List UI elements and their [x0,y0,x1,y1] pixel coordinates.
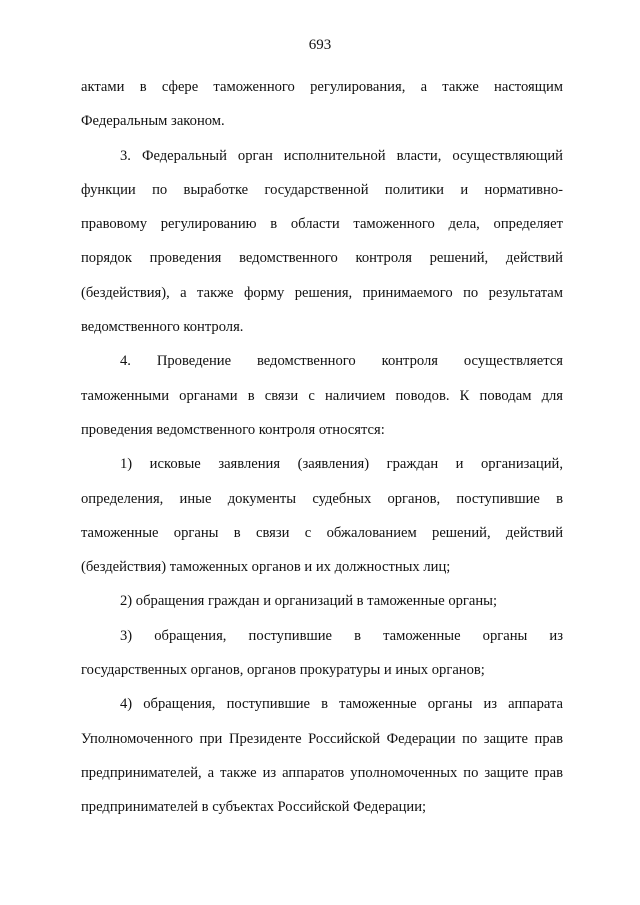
page-number: 693 [308,37,332,53]
body-text [81,70,563,825]
text-line: актами в сфере таможенного регулирования, а также настоящим [81,79,563,95]
paragraph-3-line: 3. Федеральный орган исполнительной власти, осуществляющий [120,147,563,164]
text-line: (бездействия), а также форму решения, принимаемого по результатам [81,284,563,301]
text-line: предпринимателей, а также из аппаратов уполномоченных по защите прав [81,764,563,781]
text-line: правовому регулированию в области таможенного дела, определяет [81,216,563,233]
text-line: предпринимателей в субъектах Российской Федерации; [81,799,427,816]
list-item-3-line: 3) обращения, поступившие в таможенные органы из [120,627,563,644]
text-line: Федеральным законом. [81,113,225,130]
list-item-4-line: 4) обращения, поступившие в таможенные органы из аппарата [120,696,563,713]
list-item-1-line: 1) исковые заявления (заявления) граждан и организаций, [120,456,563,473]
text-line: определения, иные документы судебных органов, поступившие в [81,490,563,507]
text-line: функции по выработке государственной политики и нормативно- [81,181,563,198]
text-line: таможенные органы в связи с обжалованием решений, действий [81,524,563,541]
text-line: (бездействия) таможенных органов и их должностных лиц; [81,559,451,576]
paragraph-4-line: 4. Проведение ведомственного контроля осуществляется [120,353,563,370]
text-line: Уполномоченного при Президенте Российской Федерации по защите прав [81,730,563,747]
text-line: таможенными органами в связи с наличием поводов. К поводам для [81,387,563,404]
text-line: государственных органов, органов прокуратуры и иных органов; [81,662,485,679]
text-line: порядок проведения ведомственного контроля решений, действий [81,250,563,267]
text-line: проведения ведомственного контроля относятся: [81,421,385,438]
text-line: ведомственного контроля. [81,319,244,336]
list-item-2-line: 2) обращения граждан и организаций в таможенные органы; [120,593,498,610]
